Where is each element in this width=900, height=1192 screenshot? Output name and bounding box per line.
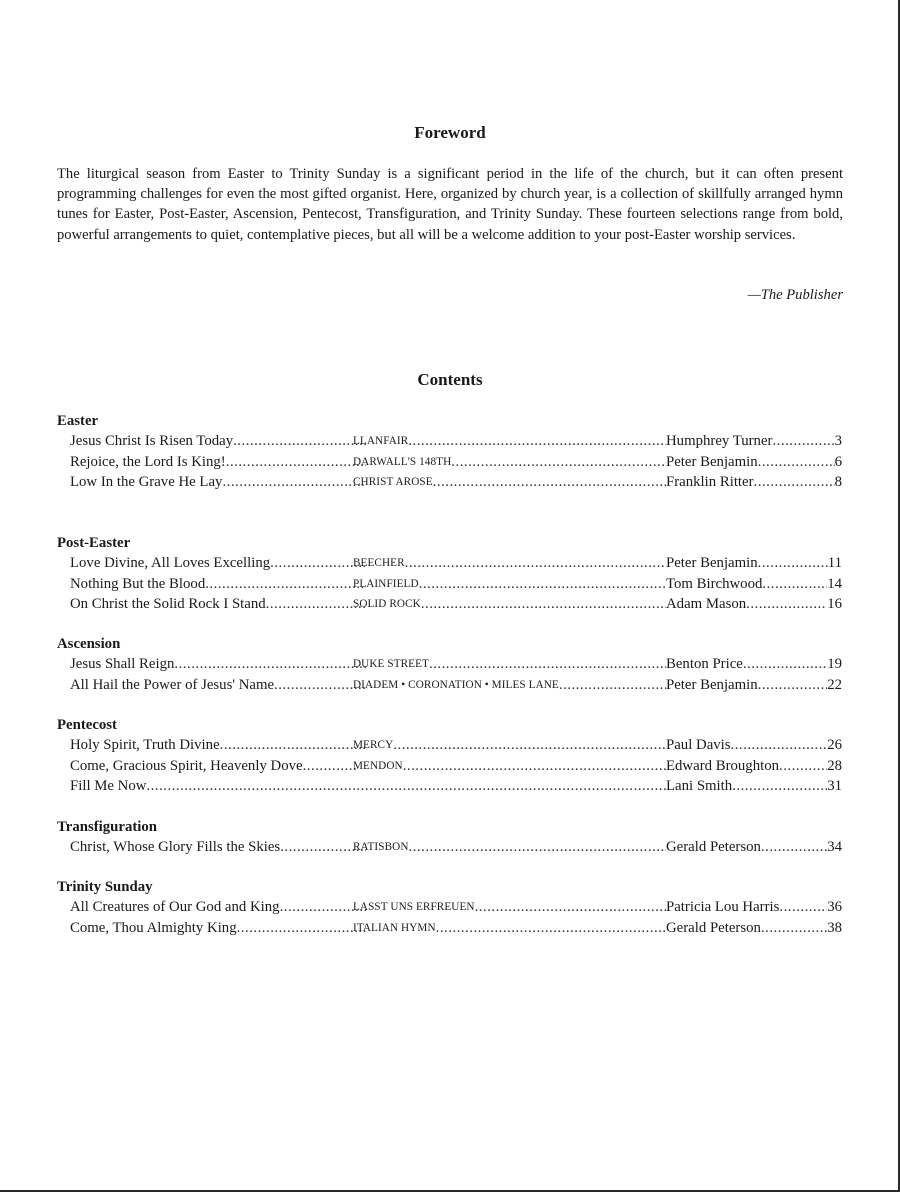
toc-entry[interactable] <box>57 897 843 918</box>
contents-section-post-easter <box>57 533 843 615</box>
page-number: 26 <box>827 737 842 753</box>
hymn-title: Come, Gracious Spirit, Heavenly Dove <box>70 757 303 774</box>
contents-section-pentecost <box>57 715 843 797</box>
hymn-tune: RATISBON <box>353 841 409 853</box>
contents-title: Contents <box>417 370 483 389</box>
page-number: 16 <box>827 596 842 612</box>
composer: Adam Mason <box>666 596 747 612</box>
foreword-body: The liturgical season from Easter to Trinity Sunday is a significant period in the life of the church, but it can often present programming challenges for even the most gifted organist. Here, organized by church year, is a collection of skillfully arranged hymn tunes for Easter, Post-Easter, Ascension, Pentecost, Transfiguration, and Trinity Sunday. These fourteen selections range from bold, powerful arrangements to quiet, contemplative pieces, but all will be a welcome addition to your post-Easter worship services. <box>57 166 843 243</box>
dot-leader <box>762 574 827 595</box>
dot-leader <box>761 837 827 858</box>
hymn-title: Jesus Shall Reign <box>70 656 175 672</box>
page-number: 8 <box>834 474 842 490</box>
dot-leader <box>409 837 666 858</box>
dot-leader <box>220 735 366 756</box>
dot-leader <box>421 594 666 615</box>
composer: Tom Birchwood <box>666 575 763 592</box>
dot-leader <box>433 472 666 493</box>
dot-leader <box>758 675 828 696</box>
hymn-tune: LLANFAIR <box>353 435 409 447</box>
contents-section-trinity-sunday <box>57 877 843 938</box>
dot-leader <box>475 897 666 918</box>
page-number: 14 <box>827 575 842 592</box>
contents-section-easter <box>57 411 843 493</box>
page-number: 28 <box>827 757 842 774</box>
toc-entry[interactable] <box>57 594 843 615</box>
dot-leader <box>772 431 834 452</box>
foreword-title: Foreword <box>414 123 486 142</box>
composer: Peter Benjamin <box>666 676 758 693</box>
dot-leader <box>303 756 356 777</box>
page-number: 34 <box>827 839 842 855</box>
dot-leader <box>419 574 666 595</box>
toc-entry[interactable] <box>57 756 843 777</box>
hymn-tune: DUKE STREET <box>353 658 429 670</box>
hymn-tune: CHRIST AROSE <box>353 476 433 488</box>
section-title: Easter <box>57 413 99 429</box>
hymn-tune: DIADEM • CORONATION • MILES LANE <box>353 678 559 691</box>
dot-leader <box>451 452 666 473</box>
dot-leader <box>754 472 835 493</box>
hymn-title: Holy Spirit, Truth Divine <box>70 737 220 753</box>
toc-entry[interactable] <box>57 837 843 858</box>
toc-entry[interactable] <box>57 553 843 574</box>
dot-leader <box>222 472 366 493</box>
dot-leader <box>758 553 828 574</box>
composer: Edward Broughton <box>666 757 780 774</box>
hymn-tune: ITALIAN HYMN <box>353 921 436 934</box>
page-number: 19 <box>827 656 842 672</box>
page-number: 3 <box>834 433 842 449</box>
toc-entry[interactable] <box>57 918 843 939</box>
hymn-title: Rejoice, the Lord Is King! <box>70 453 226 470</box>
hymn-title: All Creatures of Our God and King <box>70 899 280 915</box>
dot-leader <box>779 756 827 777</box>
hymn-tune: PLAINFIELD <box>353 577 419 590</box>
composer: Humphrey Turner <box>666 433 773 449</box>
hymn-tune: BEECHER <box>353 557 405 569</box>
hymn-title: Love Divine, All Loves Excelling <box>70 555 271 571</box>
contents-section-transfiguration <box>57 817 843 858</box>
toc-entry[interactable] <box>57 431 843 452</box>
toc-entry[interactable] <box>57 472 843 493</box>
hymn-title: On Christ the Solid Rock I Stand <box>70 596 266 612</box>
dot-leader <box>403 756 666 777</box>
composer: Benton Price <box>666 656 743 672</box>
hymn-tune: DARWALL'S 148TH <box>353 455 452 468</box>
dot-leader <box>732 776 827 797</box>
dot-leader <box>174 654 366 675</box>
toc-entry[interactable] <box>57 735 843 756</box>
section-title: Transfiguration <box>57 819 158 835</box>
composer: Gerald Peterson <box>666 839 761 855</box>
dot-leader <box>761 918 827 939</box>
dot-leader <box>746 594 827 615</box>
toc-entry[interactable] <box>57 574 843 595</box>
section-title: Post-Easter <box>57 535 131 551</box>
dot-leader <box>226 452 366 473</box>
toc-entry[interactable] <box>57 776 843 797</box>
section-title: Trinity Sunday <box>57 879 153 895</box>
hymn-title: Fill Me Now <box>70 778 147 794</box>
dot-leader <box>429 654 666 675</box>
dot-leader <box>408 431 666 452</box>
hymn-tune: LASST UNS ERFREUEN <box>353 901 475 913</box>
toc-entry[interactable] <box>57 675 843 696</box>
hymn-title: Jesus Christ Is Risen Today <box>70 433 234 449</box>
dot-leader <box>436 918 666 939</box>
composer: Lani Smith <box>666 778 733 794</box>
composer: Peter Benjamin <box>666 555 758 571</box>
section-title: Ascension <box>57 636 121 652</box>
hymn-title: Christ, Whose Glory Fills the Skies <box>70 839 281 855</box>
contents-section-ascension <box>57 634 843 695</box>
page-number: 36 <box>827 899 842 915</box>
section-title: Pentecost <box>57 717 117 733</box>
toc-entry[interactable] <box>57 654 843 675</box>
composer: Gerald Peterson <box>666 919 761 936</box>
composer: Paul Davis <box>666 737 731 753</box>
hymn-tune: MENDON <box>353 759 403 772</box>
dot-leader <box>270 553 366 574</box>
hymn-tune: MERCY <box>353 739 394 751</box>
hymn-tune: SOLID ROCK <box>353 598 421 610</box>
dot-leader <box>205 574 366 595</box>
dot-leader <box>559 675 666 696</box>
dot-leader <box>758 452 835 473</box>
hymn-title: All Hail the Power of Jesus' Name <box>70 676 275 693</box>
composer: Patricia Lou Harris <box>666 899 780 915</box>
toc-entry[interactable] <box>57 452 843 473</box>
dot-leader <box>743 654 827 675</box>
page-number: 6 <box>834 453 842 470</box>
dot-leader <box>233 431 366 452</box>
foreword-signature: —The Publisher <box>747 287 843 303</box>
hymn-title: Nothing But the Blood <box>70 575 206 592</box>
composer: Franklin Ritter <box>666 474 754 490</box>
dot-leader <box>237 918 366 939</box>
dot-leader <box>393 735 666 756</box>
hymn-title: Come, Thou Almighty King <box>70 919 237 936</box>
dot-leader <box>779 897 827 918</box>
page-number: 11 <box>827 555 842 571</box>
dot-leader <box>266 594 366 615</box>
page-number: 31 <box>827 778 842 794</box>
page-number: 22 <box>827 676 842 693</box>
dot-leader <box>731 735 828 756</box>
dot-leader <box>405 553 666 574</box>
dot-leader <box>146 776 666 797</box>
page-number: 38 <box>827 919 842 936</box>
hymn-title: Low In the Grave He Lay <box>70 474 223 490</box>
composer: Peter Benjamin <box>666 453 758 470</box>
